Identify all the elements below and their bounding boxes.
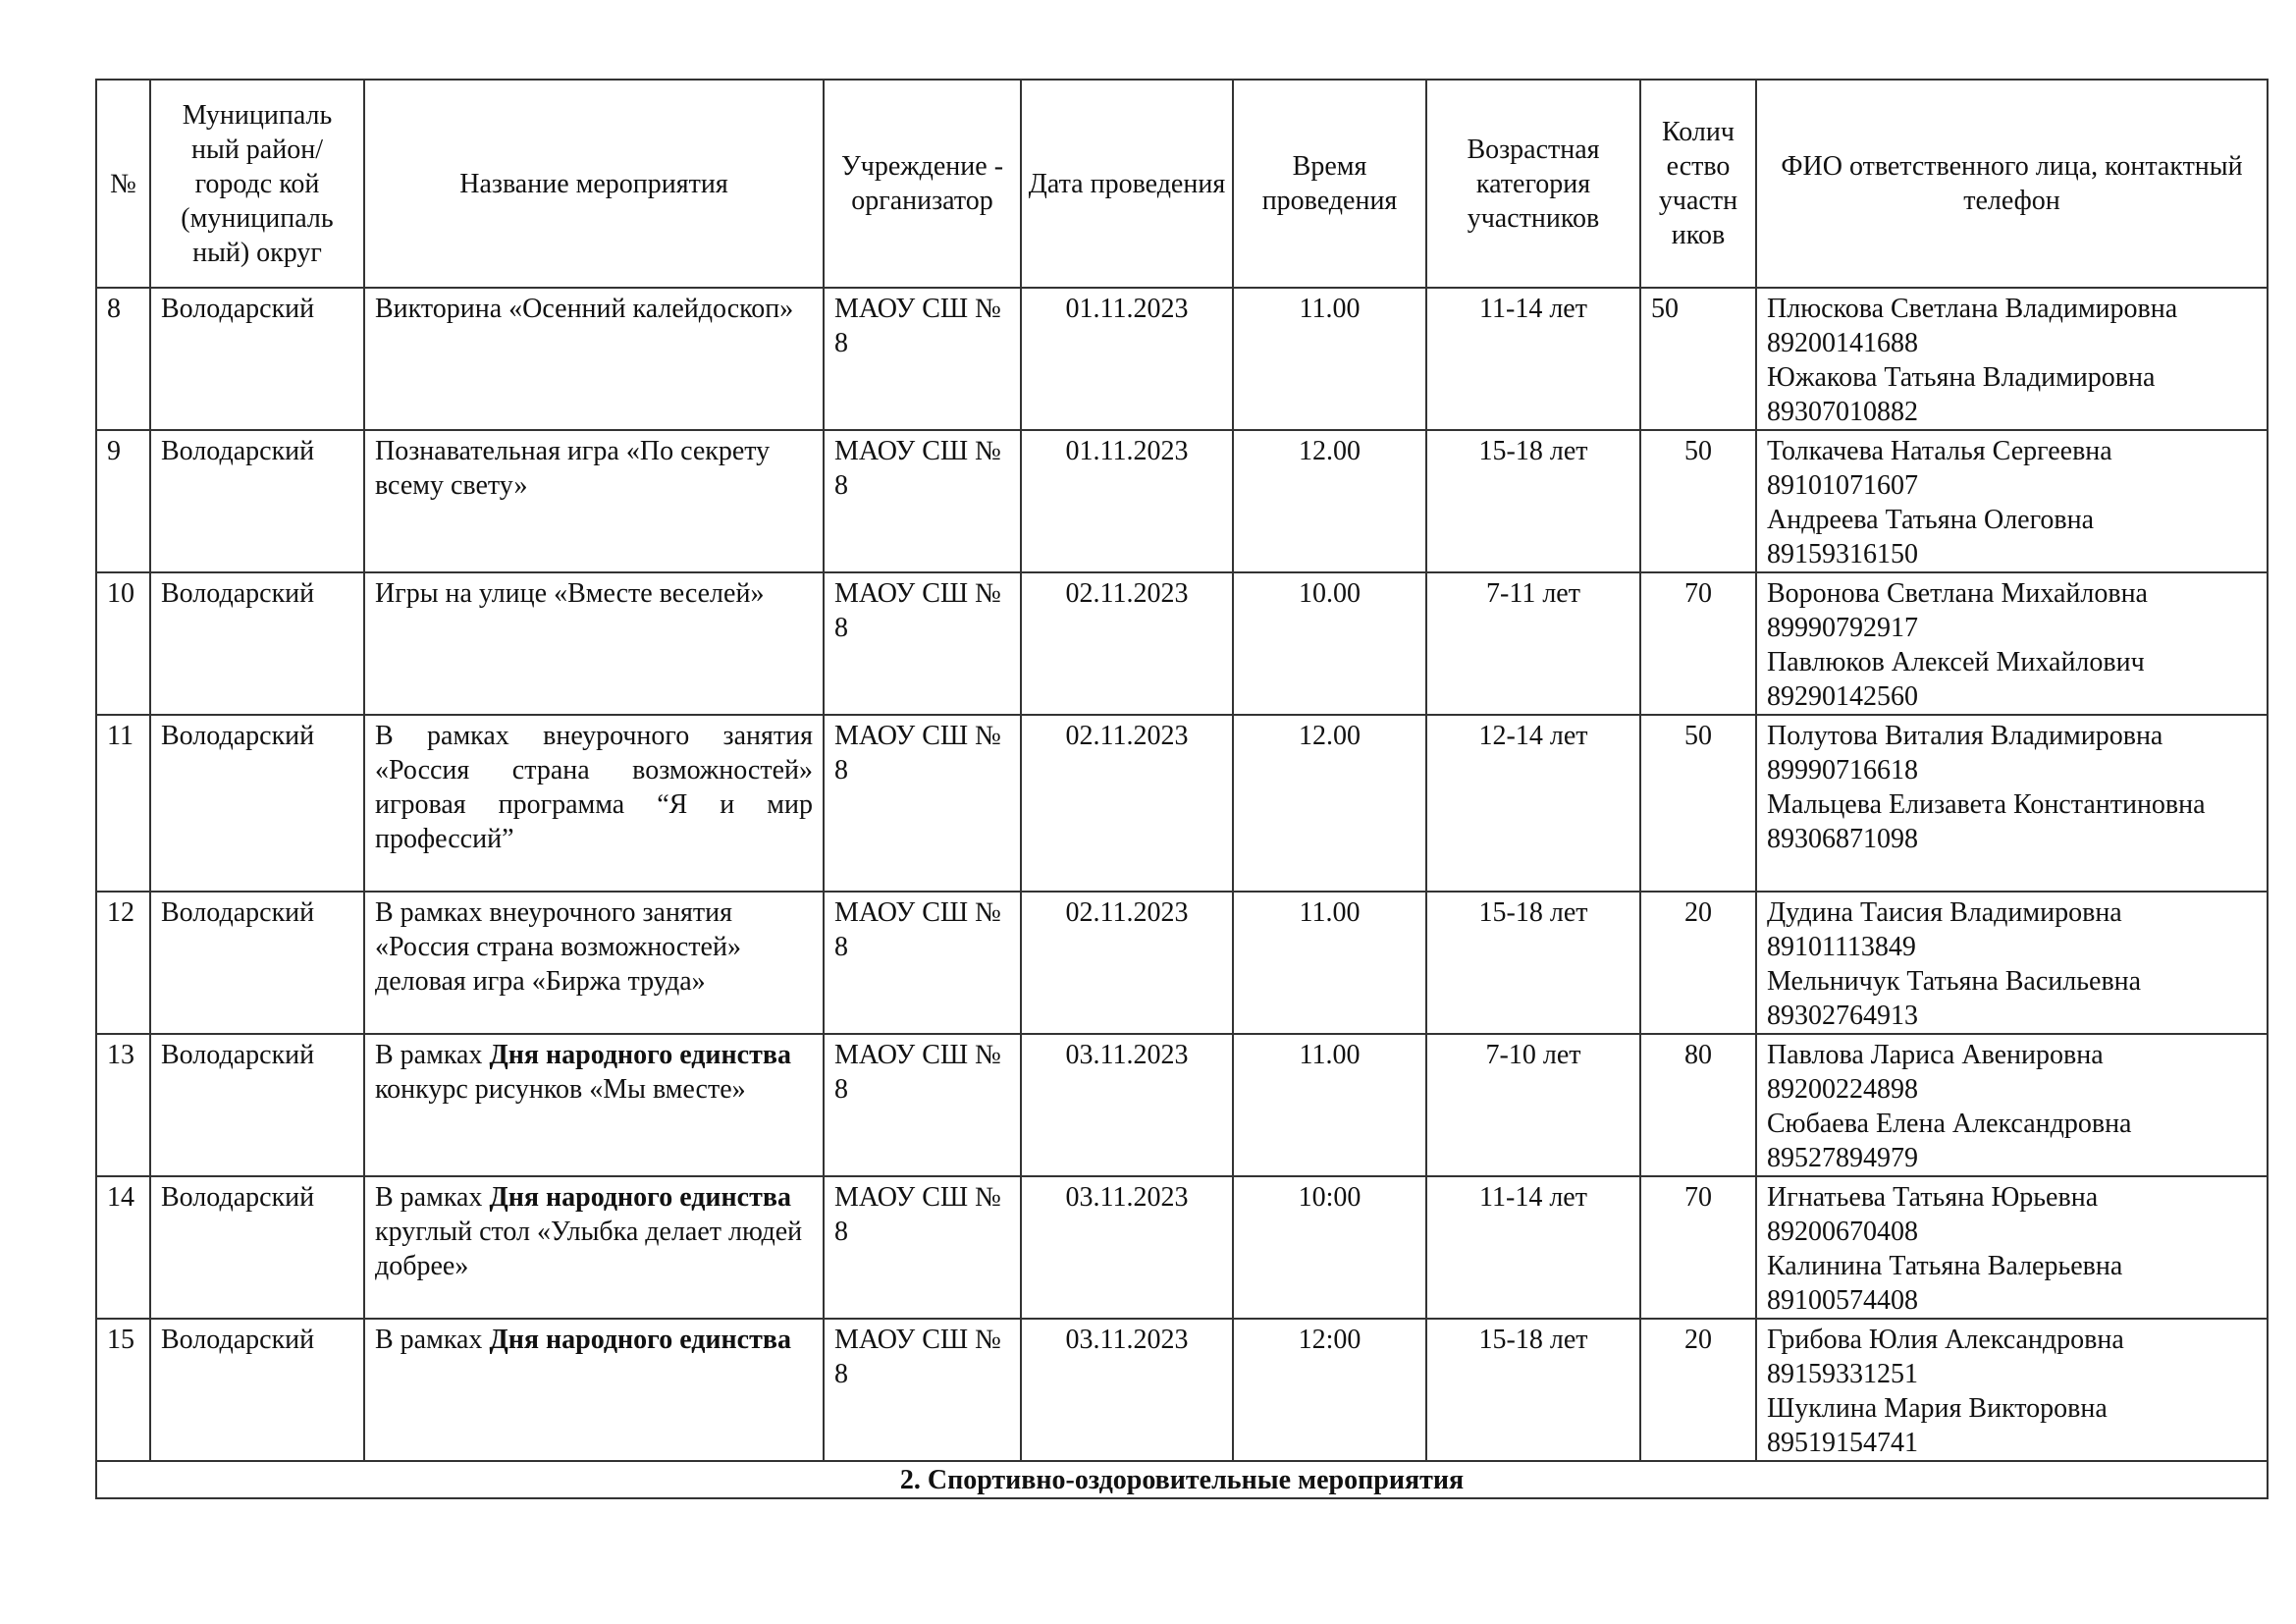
- event-name-text: В рамках: [375, 1182, 490, 1213]
- row-date: 03.11.2023: [1021, 1034, 1233, 1176]
- row-number: 13: [96, 1034, 150, 1176]
- contact-name: Дудина Таисия Владимировна: [1767, 897, 2122, 928]
- row-age-category: 11-14 лет: [1426, 288, 1640, 430]
- event-name-bold: Дня народного единства: [489, 1182, 791, 1213]
- row-number: 14: [96, 1176, 150, 1319]
- contact-phone: 89159331251: [1767, 1359, 1918, 1389]
- contact-name: Шуклина Мария Викторовна: [1767, 1393, 2108, 1424]
- contact-phone: 89307010882: [1767, 397, 1918, 427]
- row-time: 12.00: [1233, 430, 1426, 572]
- row-district: Володарский: [150, 430, 364, 572]
- section-row: [96, 1461, 2268, 1498]
- row-age-category: 12-14 лет: [1426, 715, 1640, 892]
- table-row: [96, 430, 2268, 572]
- event-name-bold: Дня народного единства: [489, 1325, 791, 1355]
- row-participant-count: 70: [1640, 572, 1756, 715]
- row-time: 11.00: [1233, 288, 1426, 430]
- event-name-text: Игры на улице «Вместе веселей»: [375, 578, 765, 609]
- row-organizer: МАОУ СШ № 8: [824, 572, 1021, 715]
- contact-phone: 89302764913: [1767, 1001, 1918, 1031]
- contact-name: Павлова Лариса Авенировна: [1767, 1040, 2104, 1070]
- row-event-name: [364, 1319, 824, 1461]
- row-date: 01.11.2023: [1021, 288, 1233, 430]
- table-row: [96, 572, 2268, 715]
- header-district: Муниципаль ный район/городс кой (муниципаль ный) округ: [150, 80, 364, 288]
- row-date: 02.11.2023: [1021, 892, 1233, 1034]
- event-name-text: В рамках внеурочного занятия «Россия страна возможностей» деловая игра «Биржа труда»: [375, 897, 741, 997]
- contact-name: Сюбаева Елена Александровна: [1767, 1109, 2132, 1139]
- contact-name: Павлюков Алексей Михайлович: [1767, 647, 2145, 677]
- row-date: 02.11.2023: [1021, 715, 1233, 892]
- contact-phone: 89519154741: [1767, 1428, 1918, 1458]
- row-time: 12:00: [1233, 1319, 1426, 1461]
- row-date: 03.11.2023: [1021, 1319, 1233, 1461]
- row-time: 11.00: [1233, 1034, 1426, 1176]
- row-participant-count: 50: [1640, 715, 1756, 892]
- row-number: 11: [96, 715, 150, 892]
- table-row: [96, 288, 2268, 430]
- row-event-name: [364, 892, 824, 1034]
- row-number: 9: [96, 430, 150, 572]
- row-time: 10:00: [1233, 1176, 1426, 1319]
- contact-name: Плюскова Светлана Владимировна: [1767, 294, 2178, 324]
- row-event-name: [364, 1034, 824, 1176]
- row-event-name: [364, 715, 824, 892]
- table-row: [96, 892, 2268, 1034]
- contact-phone: 89290142560: [1767, 681, 1918, 712]
- row-participant-count: 20: [1640, 1319, 1756, 1461]
- events-table: [95, 79, 2269, 1499]
- contact-name: Игнатьева Татьяна Юрьевна: [1767, 1182, 2099, 1213]
- row-participant-count: 70: [1640, 1176, 1756, 1319]
- event-name-text: конкурс рисунков «Мы вместе»: [375, 1074, 746, 1105]
- row-participant-count: 50: [1640, 288, 1756, 430]
- header-age-category: Возрастная категория участников: [1426, 80, 1640, 288]
- contact-phone: 89200670408: [1767, 1217, 1918, 1247]
- contact-name: Грибова Юлия Александровна: [1767, 1325, 2124, 1355]
- contact-phone: 89101071607: [1767, 470, 1918, 501]
- contact-phone: 89200141688: [1767, 328, 1918, 358]
- row-district: Володарский: [150, 288, 364, 430]
- table-row: [96, 715, 2268, 892]
- section-title: 2. Спортивно-оздоровительные мероприятия: [96, 1461, 2268, 1498]
- contact-name: Полутова Виталия Владимировна: [1767, 721, 2163, 751]
- row-date: 03.11.2023: [1021, 1176, 1233, 1319]
- contact-phone: 89159316150: [1767, 539, 1918, 569]
- row-date: 02.11.2023: [1021, 572, 1233, 715]
- row-district: Володарский: [150, 572, 364, 715]
- row-district: Володарский: [150, 1034, 364, 1176]
- contact-phone: 89990716618: [1767, 755, 1918, 785]
- row-event-name: [364, 1176, 824, 1319]
- row-event-name: [364, 288, 824, 430]
- row-organizer: МАОУ СШ № 8: [824, 288, 1021, 430]
- row-organizer: МАОУ СШ № 8: [824, 1176, 1021, 1319]
- row-number: 10: [96, 572, 150, 715]
- row-organizer: МАОУ СШ № 8: [824, 1034, 1021, 1176]
- event-name-text: В рамках: [375, 1040, 490, 1070]
- row-contact: [1756, 1319, 2268, 1461]
- row-district: Володарский: [150, 892, 364, 1034]
- row-number: 8: [96, 288, 150, 430]
- row-number: 15: [96, 1319, 150, 1461]
- row-contact: [1756, 288, 2268, 430]
- header-contact: ФИО ответственного лица, контактный телефон: [1756, 80, 2268, 288]
- row-time: 11.00: [1233, 892, 1426, 1034]
- header-organizer: Учреждение - организатор: [824, 80, 1021, 288]
- row-organizer: МАОУ СШ № 8: [824, 715, 1021, 892]
- contact-phone: 89990792917: [1767, 613, 1918, 643]
- row-date: 01.11.2023: [1021, 430, 1233, 572]
- row-organizer: МАОУ СШ № 8: [824, 430, 1021, 572]
- row-district: Володарский: [150, 715, 364, 892]
- header-time: Время проведения: [1233, 80, 1426, 288]
- contact-phone: 89200224898: [1767, 1074, 1918, 1105]
- row-participant-count: 20: [1640, 892, 1756, 1034]
- header-date: Дата проведения: [1021, 80, 1233, 288]
- table-row: [96, 1034, 2268, 1176]
- header-event-name: Название мероприятия: [364, 80, 824, 288]
- contact-name: Калинина Татьяна Валерьевна: [1767, 1251, 2123, 1281]
- event-name-bold: Дня народного единства: [489, 1040, 791, 1070]
- contact-name: Мельничук Татьяна Васильевна: [1767, 966, 2142, 997]
- row-age-category: 7-10 лет: [1426, 1034, 1640, 1176]
- table-header-row: [96, 80, 2268, 288]
- row-participant-count: 50: [1640, 430, 1756, 572]
- row-contact: [1756, 572, 2268, 715]
- row-organizer: МАОУ СШ № 8: [824, 892, 1021, 1034]
- event-name-text: Познавательная игра «По секрету всему свету»: [375, 436, 771, 501]
- event-name-text: Викторина «Осенний калейдоскоп»: [375, 294, 794, 324]
- row-age-category: 15-18 лет: [1426, 1319, 1640, 1461]
- row-number: 12: [96, 892, 150, 1034]
- row-event-name: [364, 572, 824, 715]
- contact-phone: 89101113849: [1767, 932, 1916, 962]
- row-contact: [1756, 430, 2268, 572]
- row-contact: [1756, 892, 2268, 1034]
- row-district: Володарский: [150, 1176, 364, 1319]
- contact-name: Толкачева Наталья Сергеевна: [1767, 436, 2112, 466]
- row-district: Володарский: [150, 1319, 364, 1461]
- event-name-text: В рамках внеурочного занятия «Россия страна возможностей» игровая программа “Я и мир профессий”: [375, 721, 813, 854]
- row-age-category: 11-14 лет: [1426, 1176, 1640, 1319]
- header-number: №: [96, 80, 150, 288]
- row-contact: [1756, 715, 2268, 892]
- row-participant-count: 80: [1640, 1034, 1756, 1176]
- row-event-name: [364, 430, 824, 572]
- row-organizer: МАОУ СШ № 8: [824, 1319, 1021, 1461]
- row-age-category: 15-18 лет: [1426, 892, 1640, 1034]
- table-row: [96, 1176, 2268, 1319]
- header-participant-count: Колич ество участн иков: [1640, 80, 1756, 288]
- row-age-category: 7-11 лет: [1426, 572, 1640, 715]
- contact-phone: 89306871098: [1767, 824, 1918, 854]
- contact-name: Южакова Татьяна Владимировна: [1767, 362, 2156, 393]
- row-age-category: 15-18 лет: [1426, 430, 1640, 572]
- contact-phone: 89100574408: [1767, 1285, 1918, 1316]
- contact-phone: 89527894979: [1767, 1143, 1918, 1173]
- contact-name: Воронова Светлана Михайловна: [1767, 578, 2148, 609]
- row-contact: [1756, 1176, 2268, 1319]
- contact-name: Мальцева Елизавета Константиновна: [1767, 789, 2206, 820]
- contact-name: Андреева Татьяна Олеговна: [1767, 505, 2095, 535]
- row-time: 12.00: [1233, 715, 1426, 892]
- event-name-text: В рамках: [375, 1325, 490, 1355]
- row-time: 10.00: [1233, 572, 1426, 715]
- table-row: [96, 1319, 2268, 1461]
- event-name-text: круглый стол «Улыбка делает людей добрее»: [375, 1217, 803, 1281]
- row-contact: [1756, 1034, 2268, 1176]
